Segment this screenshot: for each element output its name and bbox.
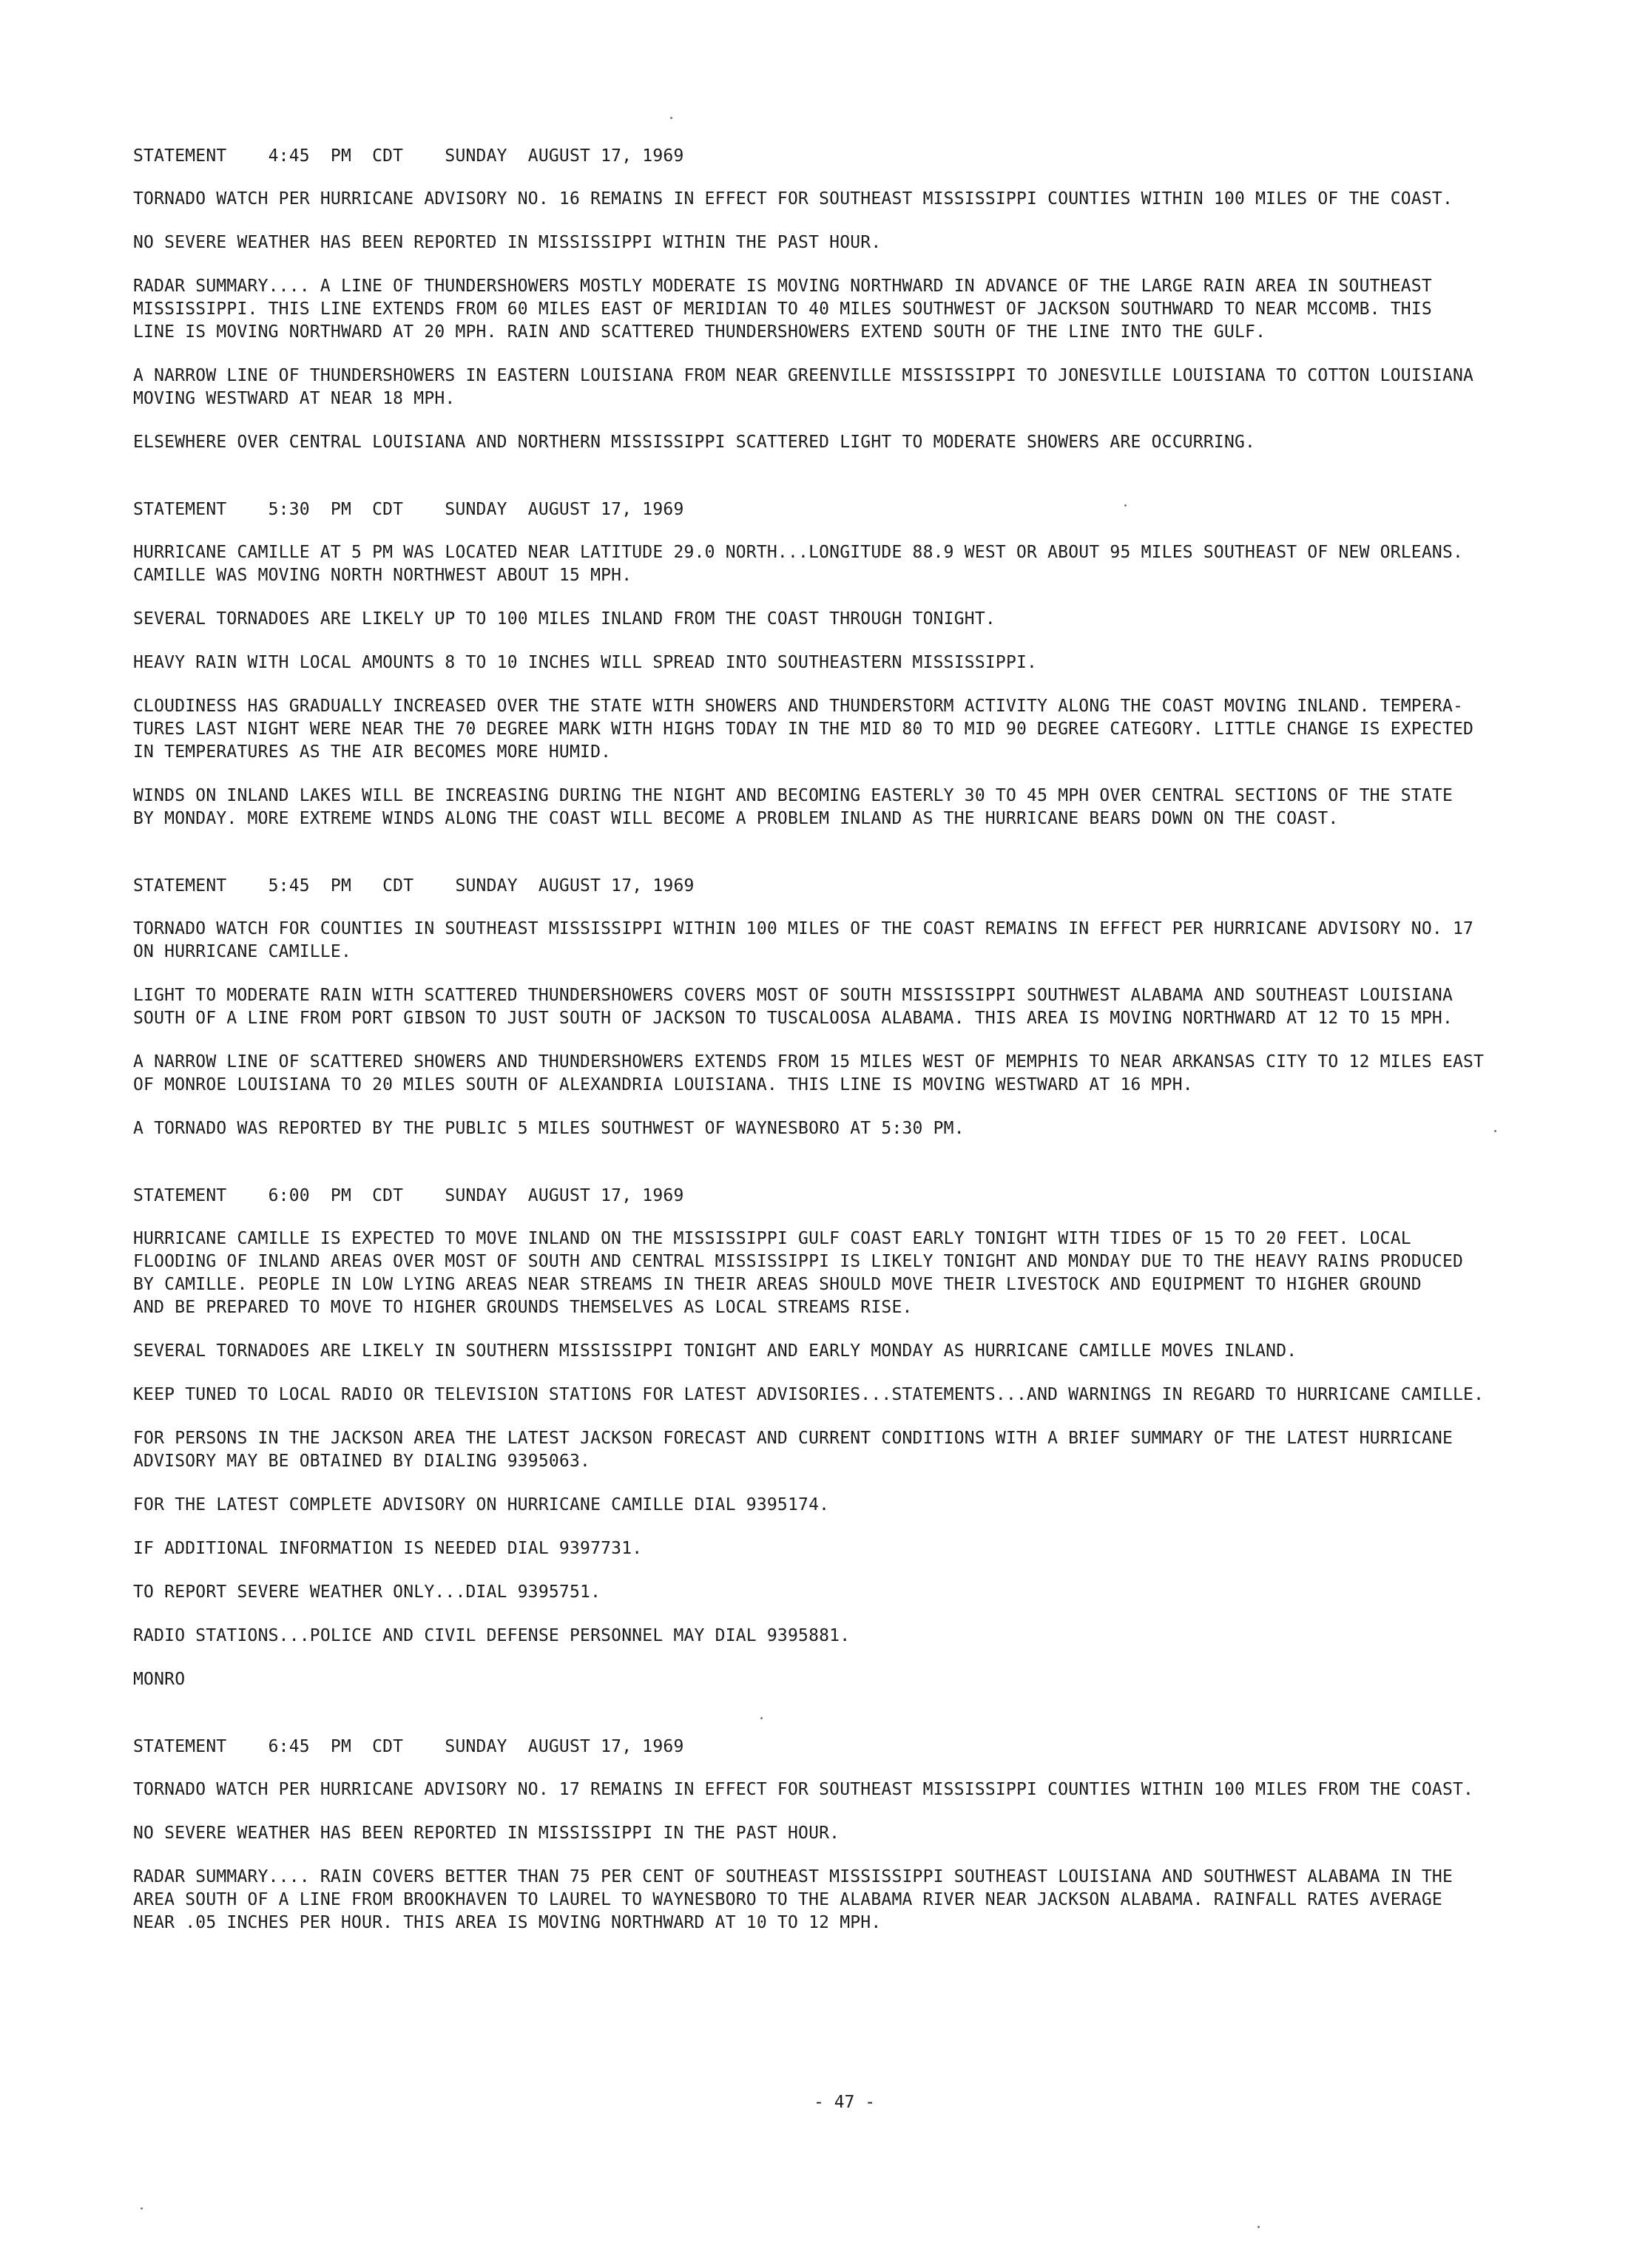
statement-paragraph: ELSEWHERE OVER CENTRAL LOUISIANA AND NORTHERN MISSISSIPPI SCATTERED LIGHT TO MODERATE SHOWERS ARE OCCURRING. [133,433,1256,452]
statement-block [133,145,1613,454]
statement-paragraph: A TORNADO WAS REPORTED BY THE PUBLIC 5 MILES SOUTHWEST OF WAYNESBORO AT 5:30 PM. [133,1119,965,1138]
scan-speck [1257,2226,1260,2228]
statement-paragraph: FOR THE LATEST COMPLETE ADVISORY ON HURRICANE CAMILLE DIAL 9395174. [133,1495,830,1514]
statement-paragraph: RADAR SUMMARY.... A LINE OF THUNDERSHOWERS MOSTLY MODERATE IS MOVING NORTHWARD IN ADVANCE OF THE LARGE RAIN AREA IN SOUTHEAST MISSISSIPPI. THIS LINE EXTENDS FROM 60 MILES EAST OF MERIDIAN TO 40 MILES SOUTHWEST OF JACKSON SOUTHWARD TO NEAR MCCOMB. THIS LINE IS MOVING NORTHWARD AT 20 MPH. RAIN AND SCATTERED THUNDERSHOWERS EXTEND SOUTH OF THE LINE INTO THE GULF. [133,277,1432,342]
statement-header: STATEMENT 6:45 PM CDT SUNDAY AUGUST 17, 1969 [133,1737,684,1756]
statement-paragraph: SEVERAL TORNADOES ARE LIKELY UP TO 100 MILES INLAND FROM THE COAST THROUGH TONIGHT. [133,609,996,629]
statement-paragraph: TORNADO WATCH FOR COUNTIES IN SOUTHEAST MISSISSIPPI WITHIN 100 MILES OF THE COAST REMAINS IN EFFECT PER HURRICANE ADVISORY NO. 17 ON HURRICANE CAMILLE. [133,919,1474,961]
scan-speck [141,2207,143,2210]
statement-block [133,498,1613,830]
scan-speck [670,117,672,119]
statement-paragraph: A NARROW LINE OF SCATTERED SHOWERS AND THUNDERSHOWERS EXTENDS FROM 15 MILES WEST OF MEMPHIS TO NEAR ARKANSAS CITY TO 12 MILES EAST OF MONROE LOUISIANA TO 20 MILES SOUTH OF ALEXANDRIA LOUISIANA. THIS LINE IS MOVING WESTWARD AT 16 MPH. [133,1052,1485,1094]
scan-speck [1494,1130,1496,1132]
statement-block [133,1736,1613,1934]
statement-paragraph: RADIO STATIONS...POLICE AND CIVIL DEFENSE PERSONNEL MAY DIAL 9395881. [133,1626,851,1645]
page-number: - 47 - [814,2093,876,2112]
statement-paragraph: IF ADDITIONAL INFORMATION IS NEEDED DIAL 9397731. [133,1539,643,1558]
statement-paragraph: NO SEVERE WEATHER HAS BEEN REPORTED IN MISSISSIPPI IN THE PAST HOUR. [133,1824,840,1843]
statement-header: STATEMENT 5:45 PM CDT SUNDAY AUGUST 17, 1969 [133,876,695,896]
statement-paragraph: TORNADO WATCH PER HURRICANE ADVISORY NO. 17 REMAINS IN EFFECT FOR SOUTHEAST MISSISSIPPI COUNTIES WITHIN 100 MILES FROM THE COAST. [133,1780,1474,1799]
statement-paragraph: FOR PERSONS IN THE JACKSON AREA THE LATEST JACKSON FORECAST AND CURRENT CONDITIONS WITH A BRIEF SUMMARY OF THE LATEST HURRICANE ADVISORY MAY BE OBTAINED BY DIALING 9395063. [133,1429,1453,1471]
statement-paragraph: HEAVY RAIN WITH LOCAL AMOUNTS 8 TO 10 INCHES WILL SPREAD INTO SOUTHEASTERN MISSISSIPPI. [133,653,1038,672]
statement-paragraph: SEVERAL TORNADOES ARE LIKELY IN SOUTHERN MISSISSIPPI TONIGHT AND EARLY MONDAY AS HURRICANE CAMILLE MOVES INLAND. [133,1341,1297,1361]
statement-paragraph: WINDS ON INLAND LAKES WILL BE INCREASING DURING THE NIGHT AND BECOMING EASTERLY 30 TO 45 MPH OVER CENTRAL SECTIONS OF THE STATE BY MONDAY. MORE EXTREME WINDS ALONG THE COAST WILL BECOME A PROBLEM INLAND AS THE HURRICANE BEARS DOWN ON THE COAST. [133,786,1453,828]
statement-paragraph: NO SEVERE WEATHER HAS BEEN REPORTED IN MISSISSIPPI WITHIN THE PAST HOUR. [133,233,882,252]
statement-header: STATEMENT 6:00 PM CDT SUNDAY AUGUST 17, 1969 [133,1186,684,1205]
statement-paragraph: A NARROW LINE OF THUNDERSHOWERS IN EASTERN LOUISIANA FROM NEAR GREENVILLE MISSISSIPPI TO JONESVILLE LOUISIANA TO COTTON LOUISIANA MOVING WESTWARD AT NEAR 18 MPH. [133,366,1474,408]
statement-header: STATEMENT 5:30 PM CDT SUNDAY AUGUST 17, 1969 [133,500,684,519]
statement-block [133,1185,1613,1691]
signature: MONRO [133,1670,186,1689]
statement-header: STATEMENT 4:45 PM CDT SUNDAY AUGUST 17, 1969 [133,146,684,166]
statement-paragraph: TO REPORT SEVERE WEATHER ONLY...DIAL 9395751. [133,1582,601,1602]
statement-block [133,875,1613,1140]
statement-paragraph: RADAR SUMMARY.... RAIN COVERS BETTER THAN 75 PER CENT OF SOUTHEAST MISSISSIPPI SOUTHEAST LOUISIANA AND SOUTHWEST ALABAMA IN THE AREA SOUTH OF A LINE FROM BROOKHAVEN TO LAUREL TO WAYNESBORO TO THE ALABAMA RIVER NEAR JACKSON ALABAMA. RAINFALL RATES AVERAGE NEAR .05 INCHES PER HOUR. THIS AREA IS MOVING NORTHWARD AT 10 TO 12 MPH. [133,1867,1453,1932]
scan-speck [1124,504,1127,507]
statement-paragraph: KEEP TUNED TO LOCAL RADIO OR TELEVISION STATIONS FOR LATEST ADVISORIES...STATEMENTS...AND WARNINGS IN REGARD TO HURRICANE CAMILLE. [133,1385,1485,1404]
document-page [133,145,1613,1979]
scan-speck [760,1717,763,1719]
statement-paragraph: CLOUDINESS HAS GRADUALLY INCREASED OVER THE STATE WITH SHOWERS AND THUNDERSTORM ACTIVITY ALONG THE COAST MOVING INLAND. TEMPERA- TURES LAST NIGHT WERE NEAR THE 70 DEGREE MARK WITH HIGHS TODAY IN THE MID 80 TO MID 90 DEGREE CATEGORY. LITTLE CHANGE IS EXPECTED IN TEMPERATURES AS THE AIR BECOMES MORE HUMID. [133,697,1474,762]
statement-paragraph: TORNADO WATCH PER HURRICANE ADVISORY NO. 16 REMAINS IN EFFECT FOR SOUTHEAST MISSISSIPPI COUNTIES WITHIN 100 MILES OF THE COAST. [133,189,1453,209]
statement-paragraph: HURRICANE CAMILLE IS EXPECTED TO MOVE INLAND ON THE MISSISSIPPI GULF COAST EARLY TONIGHT WITH TIDES OF 15 TO 20 FEET. LOCAL FLOODING OF INLAND AREAS OVER MOST OF SOUTH AND CENTRAL MISSISSIPPI IS LIKELY TONIGHT AND MONDAY DUE TO THE HEAVY RAINS PRODUCED BY CAMILLE. PEOPLE IN LOW LYING AREAS NEAR STREAMS IN THEIR AREAS SHOULD MOVE THEIR LIVESTOCK AND EQUIPMENT TO HIGHER GROUND AND BE PREPARED TO MOVE TO HIGHER GROUNDS THEMSELVES AS LOCAL STREAMS RISE. [133,1229,1464,1317]
statement-paragraph: HURRICANE CAMILLE AT 5 PM WAS LOCATED NEAR LATITUDE 29.0 NORTH...LONGITUDE 88.9 WEST OR ABOUT 95 MILES SOUTHEAST OF NEW ORLEANS. CAMILLE WAS MOVING NORTH NORTHWEST ABOUT 15 MPH. [133,543,1464,585]
statement-paragraph: LIGHT TO MODERATE RAIN WITH SCATTERED THUNDERSHOWERS COVERS MOST OF SOUTH MISSISSIPPI SOUTHWEST ALABAMA AND SOUTHEAST LOUISIANA SOUTH OF A LINE FROM PORT GIBSON TO JUST SOUTH OF JACKSON TO TUSCALOOSA ALABAMA. THIS AREA IS MOVING NORTHWARD AT 12 TO 15 MPH. [133,986,1453,1028]
